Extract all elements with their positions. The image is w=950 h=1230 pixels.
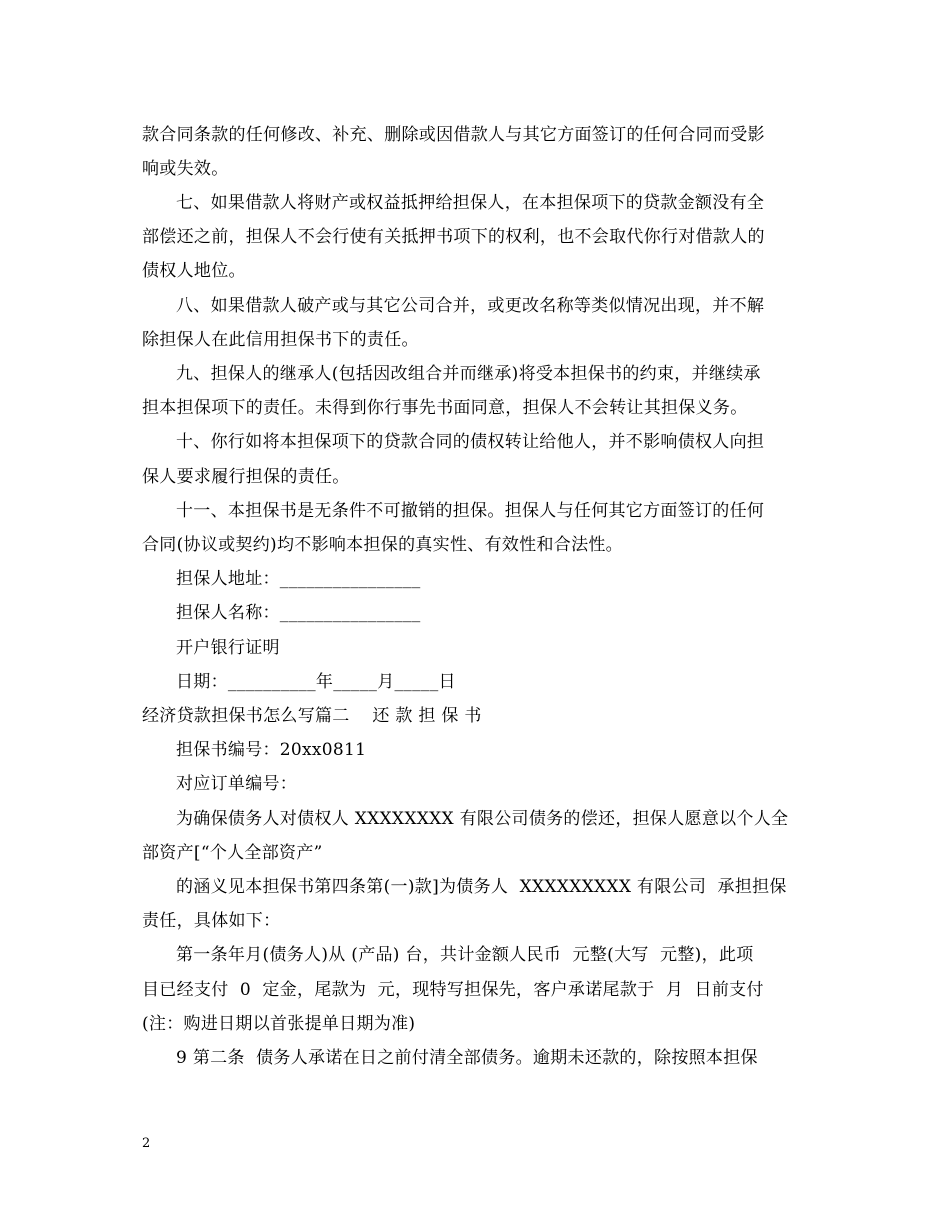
text-line: 十、你行如将本担保项下的贷款合同的债权转让给他人，并不影响债权人向担 (176, 432, 765, 452)
text-line: 第一条年月(债务人)从 (产品) 台，共计金额人民币 元整(大写 元整)，此项 (176, 945, 754, 965)
date-field: 日期：__________年_____月_____日 (176, 672, 456, 692)
text-line: 的涵义见本担保书第四条第(一)款]为债务人 XXXXXXXXX 有限公司 承担担保 (176, 877, 787, 897)
text-line: 为确保债务人对债权人 XXXXXXXX 有限公司债务的偿还，担保人愿意以个人全 (176, 809, 789, 829)
text-line: 责任，具体如下： (142, 911, 281, 931)
order-number: 对应订单编号： (176, 774, 298, 794)
text-line: 部资产[“个人全部资产” (142, 843, 323, 863)
bank-certificate-label: 开户银行证明 (176, 638, 280, 658)
text-line: 七、如果借款人将财产或权益抵押给担保人，在本担保项下的贷款金额没有全 (176, 193, 765, 213)
text-line: 九、担保人的继承人(包括因改组合并而继承)将受本担保书的约束，并继续承 (176, 364, 761, 384)
text-line: 债权人地位。 (142, 261, 246, 281)
guarantee-number: 担保书编号：20xx0811 (176, 740, 367, 760)
text-line: 十一、本担保书是无条件不可撤销的担保。担保人与任何其它方面签订的任何 (176, 501, 765, 521)
text-line: 款合同条款的任何修改、补充、删除或因借款人与其它方面签订的任何合同而受影 (142, 125, 765, 145)
text-line: 合同(协议或契约)均不影响本担保的真实性、有效性和合法性。 (142, 535, 623, 555)
text-line: 部偿还之前，担保人不会行使有关抵押书项下的权利，也不会取代你行对借款人的 (142, 227, 765, 247)
guarantor-address-field: 担保人地址：________________ (176, 569, 421, 589)
text-line: 9 第二条 债务人承诺在日之前付清全部债务。逾期未还款的，除按照本担保 (176, 1048, 758, 1068)
text-line: 除担保人在此信用担保书下的责任。 (142, 330, 419, 350)
text-line: 目已经支付 0 定金，尾款为 元，现特写担保先，客户承诺尾款于 月 日前支付 (142, 980, 764, 1000)
text-line: 八、如果借款人破产或与其它公司合并，或更改名称等类似情况出现，并不解 (176, 296, 765, 316)
guarantor-name-field: 担保人名称：________________ (176, 603, 421, 623)
text-line: 保人要求履行担保的责任。 (142, 467, 350, 487)
text-line: 担本担保项下的责任。未得到你行事先书面同意，担保人不会转让其担保义务。 (142, 398, 748, 418)
section-heading: 经济贷款担保书怎么写篇二 还 款 担 保 书 (142, 706, 482, 726)
page-number: 2 (142, 1136, 151, 1151)
text-line: 响或失效。 (142, 159, 229, 179)
text-line: (注：购进日期以首张提单日期为准) (142, 1014, 416, 1034)
